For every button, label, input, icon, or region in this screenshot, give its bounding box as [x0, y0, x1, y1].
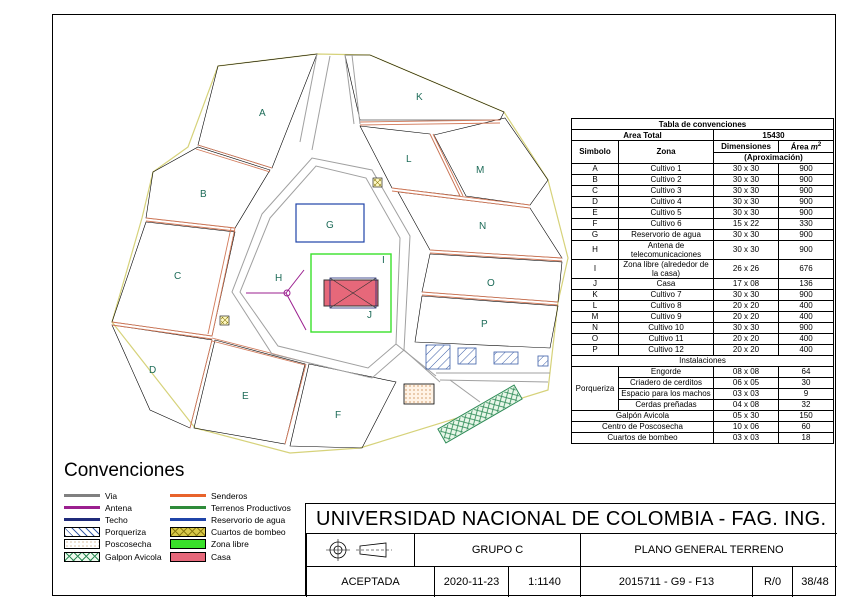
row-zone: Cultivo 8: [619, 300, 714, 311]
row-zone: Cultivo 12: [619, 344, 714, 355]
legend-item: [64, 527, 146, 538]
zone-label-i: I: [382, 255, 385, 266]
row-zone: Engorde: [619, 366, 714, 377]
row-dimensions: 30 x 30: [714, 163, 779, 174]
zone-label-c: C: [174, 271, 182, 282]
table-row: [572, 218, 834, 229]
legend-label: Via: [105, 490, 118, 501]
row-area: 64: [779, 366, 834, 377]
zone-label-a: A: [259, 108, 266, 119]
porqueriza-label: Porqueriza: [572, 366, 619, 410]
table-row: [572, 278, 834, 289]
table-row: [572, 333, 834, 344]
zone-label-d: D: [149, 365, 157, 376]
legend-swatch-icon: [170, 539, 206, 549]
header-approx: (Aproximación): [714, 152, 834, 163]
conventions-table: [571, 118, 834, 444]
row-dimensions: 30 x 30: [714, 207, 779, 218]
row-area: 136: [779, 278, 834, 289]
zone-j-house: [324, 280, 378, 306]
installations-header: Instalaciones: [572, 355, 834, 366]
legend-item: [170, 502, 291, 513]
row-area: 150: [779, 410, 834, 421]
table-row: [572, 240, 834, 259]
row-zone: Cultivo 2: [619, 174, 714, 185]
row-area: 900: [779, 289, 834, 300]
sheet-number-cell: 38/48: [792, 566, 837, 597]
row-symbol: A: [572, 163, 619, 174]
row-zone: Criadero de cerditos: [619, 377, 714, 388]
row-dimensions: 30 x 30: [714, 229, 779, 240]
row-area: 30: [779, 377, 834, 388]
legend-swatch-icon: [170, 494, 206, 497]
table-row: [572, 322, 834, 333]
code-cell: 2015711 - G9 - F13: [580, 566, 752, 597]
row-zone: Zona libre (alrededor de la casa): [619, 259, 714, 278]
row-symbol: B: [572, 174, 619, 185]
plan-title-cell: PLANO GENERAL TERRENO: [580, 533, 837, 566]
row-area: 900: [779, 185, 834, 196]
legend-item: [64, 551, 162, 562]
legend-label: Porqueriza: [105, 527, 147, 538]
table-row: [572, 229, 834, 240]
zone-label-h: H: [275, 273, 283, 284]
table-row: [572, 311, 834, 322]
scale-cell: 1:1140: [508, 566, 580, 597]
header-dimensions: Dimensiones: [714, 141, 779, 153]
legend-label: Techo: [105, 514, 128, 525]
row-zone: Cerdas preñadas: [619, 399, 714, 410]
row-dimensions: 17 x 08: [714, 278, 779, 289]
table-row: [572, 185, 834, 196]
row-area: 400: [779, 333, 834, 344]
legend-swatch-icon: [64, 494, 100, 497]
legend-item: [170, 539, 249, 550]
legend-item: [64, 490, 117, 501]
row-symbol: K: [572, 289, 619, 300]
row-dimensions: 05 x 30: [714, 410, 779, 421]
legend-label: Poscosecha: [105, 539, 152, 550]
row-zone: Antena de telecomunicaciones: [619, 240, 714, 259]
legend-label: Reservorio de agua: [211, 514, 286, 525]
row-dimensions: 20 x 20: [714, 300, 779, 311]
zone-label-b: B: [200, 189, 207, 200]
table-row: [572, 289, 834, 300]
row-area: 400: [779, 311, 834, 322]
row-dimensions: 30 x 30: [714, 240, 779, 259]
zone-label-g: G: [326, 220, 334, 231]
row-dimensions: 30 x 30: [714, 196, 779, 207]
table-row: [572, 259, 834, 278]
row-symbol: G: [572, 229, 619, 240]
logo-cell: [306, 533, 414, 566]
legend-label: Antena: [105, 502, 132, 513]
legend-label: Cuartos de bombeo: [211, 527, 286, 538]
legend-item: [170, 527, 286, 538]
zone-label-f: F: [335, 410, 342, 421]
legend-swatch-icon: [64, 518, 100, 521]
row-dimensions: 30 x 30: [714, 322, 779, 333]
legend-item: [170, 514, 285, 525]
row-dimensions: 30 x 30: [714, 289, 779, 300]
row-dimensions: 08 x 08: [714, 366, 779, 377]
legend-item: [64, 502, 132, 513]
row-dimensions: 26 x 26: [714, 259, 779, 278]
row-symbol: P: [572, 344, 619, 355]
row-area: 900: [779, 163, 834, 174]
legend-item: [170, 551, 231, 562]
zone-label-m: M: [476, 165, 485, 176]
title-block: [305, 503, 836, 596]
row-zone: Cultivo 3: [619, 185, 714, 196]
row-area: 400: [779, 344, 834, 355]
table-row: [572, 421, 834, 432]
row-symbol: E: [572, 207, 619, 218]
row-zone: Galpón Avicola: [572, 410, 714, 421]
row-symbol: M: [572, 311, 619, 322]
row-area: 900: [779, 229, 834, 240]
row-zone: Espacio para los machos: [619, 388, 714, 399]
area-total-value: 15430: [714, 130, 834, 141]
legend-swatch-icon: [170, 527, 206, 537]
legend-label: Senderos: [211, 490, 248, 501]
legend-swatch-icon: [170, 518, 206, 521]
revision-cell: R/0: [752, 566, 792, 597]
group-cell: GRUPO C: [414, 533, 580, 566]
row-dimensions: 20 x 20: [714, 344, 779, 355]
row-dimensions: 06 x 05: [714, 377, 779, 388]
row-zone: Cultivo 7: [619, 289, 714, 300]
table-row: [572, 432, 834, 443]
legend-label: Terrenos Productivos: [211, 502, 291, 513]
row-zone: Centro de Poscosecha: [572, 421, 714, 432]
row-zone: Reservorio de agua: [619, 229, 714, 240]
legend-item: [64, 539, 151, 550]
header-area: Área $m^2$: [779, 141, 834, 153]
zone-label-o: O: [487, 278, 495, 289]
row-zone: Cultivo 5: [619, 207, 714, 218]
row-symbol: J: [572, 278, 619, 289]
zone-label-p: P: [481, 319, 488, 330]
status-cell: ACEPTADA: [306, 566, 434, 597]
legend-swatch-icon: [170, 506, 206, 509]
row-zone: Cultivo 4: [619, 196, 714, 207]
row-symbol: O: [572, 333, 619, 344]
row-symbol: F: [572, 218, 619, 229]
row-zone: Cultivo 10: [619, 322, 714, 333]
table-title: Tabla de convenciones: [572, 119, 834, 130]
area-total-label: Area Total: [572, 130, 714, 141]
legend-swatch-icon: [64, 552, 100, 562]
row-dimensions: 30 x 30: [714, 174, 779, 185]
row-symbol: L: [572, 300, 619, 311]
row-area: 18: [779, 432, 834, 443]
row-zone: Cultivo 1: [619, 163, 714, 174]
table-row: [572, 196, 834, 207]
row-symbol: N: [572, 322, 619, 333]
row-dimensions: 30 x 30: [714, 185, 779, 196]
legend-label: Casa: [211, 551, 231, 562]
projection-symbol-icon: [326, 539, 396, 561]
row-zone: Cultivo 6: [619, 218, 714, 229]
row-area: 900: [779, 322, 834, 333]
row-area: 900: [779, 240, 834, 259]
legend-swatch-icon: [64, 527, 100, 537]
table-row: [572, 163, 834, 174]
legend-item: [64, 514, 128, 525]
zone-label-n: N: [479, 221, 487, 232]
legend-item: [170, 490, 247, 501]
table-row: [572, 366, 834, 377]
row-zone: Cultivo 11: [619, 333, 714, 344]
legend-title: Convenciones: [64, 460, 185, 481]
row-dimensions: 03 x 03: [714, 432, 779, 443]
row-dimensions: 20 x 20: [714, 333, 779, 344]
row-area: 400: [779, 300, 834, 311]
row-area: 32: [779, 399, 834, 410]
row-zone: Cuartos de bombeo: [572, 432, 714, 443]
table-row: [572, 174, 834, 185]
table-row: [572, 410, 834, 421]
row-area: 330: [779, 218, 834, 229]
row-area: 676: [779, 259, 834, 278]
row-symbol: D: [572, 196, 619, 207]
row-symbol: I: [572, 259, 619, 278]
row-zone: Cultivo 9: [619, 311, 714, 322]
row-zone: Casa: [619, 278, 714, 289]
legend-swatch-icon: [170, 552, 206, 562]
row-area: 900: [779, 207, 834, 218]
row-symbol: C: [572, 185, 619, 196]
row-area: 60: [779, 421, 834, 432]
row-dimensions: 20 x 20: [714, 311, 779, 322]
table-row: [572, 207, 834, 218]
row-area: 900: [779, 196, 834, 207]
zone-label-e: E: [242, 391, 249, 402]
row-dimensions: 15 x 22: [714, 218, 779, 229]
table-row: [572, 300, 834, 311]
row-symbol: H: [572, 240, 619, 259]
row-dimensions: 10 x 06: [714, 421, 779, 432]
row-dimensions: 04 x 08: [714, 399, 779, 410]
legend-swatch-icon: [64, 539, 100, 549]
zone-label-j: J: [367, 310, 372, 321]
legend-label: Zona libre: [211, 539, 249, 550]
date-cell: 2020-11-23: [434, 566, 508, 597]
zone-label-k: K: [416, 92, 423, 103]
zone-label-l: L: [406, 154, 412, 165]
header-symbol: Simbolo: [572, 141, 619, 164]
row-area: 900: [779, 174, 834, 185]
table-row: [572, 344, 834, 355]
row-area: 9: [779, 388, 834, 399]
legend-swatch-icon: [64, 506, 100, 509]
header-zone: Zona: [619, 141, 714, 164]
row-dimensions: 03 x 03: [714, 388, 779, 399]
university-name: UNIVERSIDAD NACIONAL DE COLOMBIA - FAG. ING.: [316, 508, 827, 530]
legend-label: Galpon Avicola: [105, 551, 162, 562]
